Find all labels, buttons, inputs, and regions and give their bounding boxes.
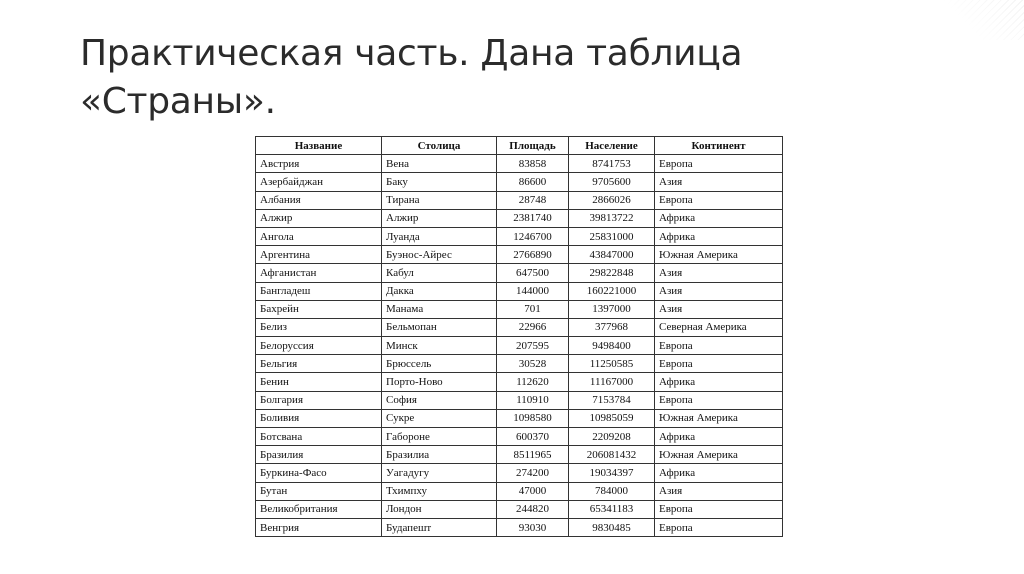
slide-title-line-2: «Страны». (80, 81, 276, 122)
cell-capital: Брюссель (382, 355, 497, 373)
table-row (256, 264, 783, 282)
cell-name: Бутан (256, 482, 382, 500)
table-row (256, 155, 783, 173)
table-row (256, 209, 783, 227)
cell-capital: Бельмопан (382, 318, 497, 336)
cell-area: 93030 (497, 518, 569, 536)
cell-population: 784000 (569, 482, 655, 500)
cell-continent: Южная Америка (655, 409, 783, 427)
cell-population: 43847000 (569, 246, 655, 264)
cell-population: 9498400 (569, 337, 655, 355)
table-row (256, 191, 783, 209)
table-row (256, 373, 783, 391)
cell-capital: Кабул (382, 264, 497, 282)
cell-continent: Азия (655, 264, 783, 282)
table-row (256, 355, 783, 373)
column-header-name: Название (256, 137, 382, 155)
cell-population: 11250585 (569, 355, 655, 373)
cell-area: 1246700 (497, 227, 569, 245)
cell-area: 110910 (497, 391, 569, 409)
cell-capital: Баку (382, 173, 497, 191)
table-row (256, 318, 783, 336)
cell-area: 701 (497, 300, 569, 318)
cell-capital: Габороне (382, 428, 497, 446)
cell-continent: Европа (655, 337, 783, 355)
cell-population: 9830485 (569, 518, 655, 536)
cell-area: 647500 (497, 264, 569, 282)
cell-population: 39813722 (569, 209, 655, 227)
cell-area: 22966 (497, 318, 569, 336)
cell-capital: Вена (382, 155, 497, 173)
cell-continent: Африка (655, 428, 783, 446)
cell-name: Азербайджан (256, 173, 382, 191)
cell-area: 2381740 (497, 209, 569, 227)
cell-capital: Тхимпху (382, 482, 497, 500)
cell-capital: Манама (382, 300, 497, 318)
cell-area: 112620 (497, 373, 569, 391)
cell-population: 2866026 (569, 191, 655, 209)
cell-name: Алжир (256, 209, 382, 227)
cell-capital: Бразилиа (382, 446, 497, 464)
table-row (256, 518, 783, 536)
cell-name: Белоруссия (256, 337, 382, 355)
cell-capital: Минск (382, 337, 497, 355)
cell-area: 28748 (497, 191, 569, 209)
table-row (256, 428, 783, 446)
cell-continent: Европа (655, 355, 783, 373)
cell-population: 11167000 (569, 373, 655, 391)
cell-name: Ботсвана (256, 428, 382, 446)
table-row (256, 173, 783, 191)
cell-area: 600370 (497, 428, 569, 446)
column-header-population: Население (569, 137, 655, 155)
cell-name: Албания (256, 191, 382, 209)
table-row (256, 482, 783, 500)
cell-continent: Европа (655, 518, 783, 536)
cell-continent: Южная Америка (655, 446, 783, 464)
cell-area: 207595 (497, 337, 569, 355)
cell-capital: Дакка (382, 282, 497, 300)
table-header-row (256, 137, 783, 155)
cell-continent: Северная Америка (655, 318, 783, 336)
cell-name: Ангола (256, 227, 382, 245)
cell-name: Боливия (256, 409, 382, 427)
cell-capital: Лондон (382, 500, 497, 518)
cell-continent: Южная Америка (655, 246, 783, 264)
cell-name: Бангладеш (256, 282, 382, 300)
cell-capital: Тирана (382, 191, 497, 209)
cell-capital: Алжир (382, 209, 497, 227)
cell-continent: Европа (655, 500, 783, 518)
cell-area: 30528 (497, 355, 569, 373)
cell-population: 19034397 (569, 464, 655, 482)
cell-name: Белиз (256, 318, 382, 336)
table-row (256, 464, 783, 482)
cell-capital: Буэнос-Айрес (382, 246, 497, 264)
cell-population: 25831000 (569, 227, 655, 245)
column-header-capital: Столица (382, 137, 497, 155)
table-row (256, 282, 783, 300)
cell-population: 8741753 (569, 155, 655, 173)
cell-name: Бельгия (256, 355, 382, 373)
cell-name: Австрия (256, 155, 382, 173)
cell-continent: Европа (655, 391, 783, 409)
cell-name: Бахрейн (256, 300, 382, 318)
cell-area: 47000 (497, 482, 569, 500)
cell-population: 2209208 (569, 428, 655, 446)
column-header-area: Площадь (497, 137, 569, 155)
cell-area: 244820 (497, 500, 569, 518)
cell-area: 86600 (497, 173, 569, 191)
cell-population: 206081432 (569, 446, 655, 464)
column-header-continent: Континент (655, 137, 783, 155)
cell-name: Бразилия (256, 446, 382, 464)
cell-name: Венгрия (256, 518, 382, 536)
cell-population: 377968 (569, 318, 655, 336)
cell-name: Афганистан (256, 264, 382, 282)
cell-capital: Порто-Ново (382, 373, 497, 391)
cell-continent: Африка (655, 227, 783, 245)
cell-continent: Африка (655, 464, 783, 482)
cell-population: 160221000 (569, 282, 655, 300)
cell-name: Бенин (256, 373, 382, 391)
cell-name: Буркина-Фасо (256, 464, 382, 482)
cell-area: 1098580 (497, 409, 569, 427)
cell-capital: София (382, 391, 497, 409)
cell-population: 1397000 (569, 300, 655, 318)
table-body (256, 155, 783, 537)
cell-area: 144000 (497, 282, 569, 300)
cell-population: 7153784 (569, 391, 655, 409)
cell-continent: Азия (655, 282, 783, 300)
cell-population: 10985059 (569, 409, 655, 427)
cell-continent: Африка (655, 209, 783, 227)
cell-continent: Европа (655, 191, 783, 209)
cell-capital: Уагадугу (382, 464, 497, 482)
cell-capital: Луанда (382, 227, 497, 245)
cell-area: 274200 (497, 464, 569, 482)
cell-area: 83858 (497, 155, 569, 173)
cell-area: 2766890 (497, 246, 569, 264)
countries-table-container (255, 136, 782, 537)
cell-continent: Азия (655, 482, 783, 500)
cell-continent: Азия (655, 300, 783, 318)
table-row (256, 246, 783, 264)
table-row (256, 446, 783, 464)
slide-title (80, 30, 940, 126)
cell-name: Аргентина (256, 246, 382, 264)
cell-capital: Будапешт (382, 518, 497, 536)
cell-population: 65341183 (569, 500, 655, 518)
cell-continent: Африка (655, 373, 783, 391)
cell-continent: Азия (655, 173, 783, 191)
cell-population: 9705600 (569, 173, 655, 191)
cell-capital: Сукре (382, 409, 497, 427)
table-row (256, 391, 783, 409)
slide-title-line-1: Практическая часть. Дана таблица (80, 33, 743, 74)
table-row (256, 227, 783, 245)
cell-area: 8511965 (497, 446, 569, 464)
corner-decoration (944, 0, 1024, 40)
table-row (256, 409, 783, 427)
cell-name: Великобритания (256, 500, 382, 518)
cell-population: 29822848 (569, 264, 655, 282)
table-row (256, 337, 783, 355)
table-row (256, 500, 783, 518)
countries-table (255, 136, 783, 537)
table-row (256, 300, 783, 318)
cell-name: Болгария (256, 391, 382, 409)
cell-continent: Европа (655, 155, 783, 173)
